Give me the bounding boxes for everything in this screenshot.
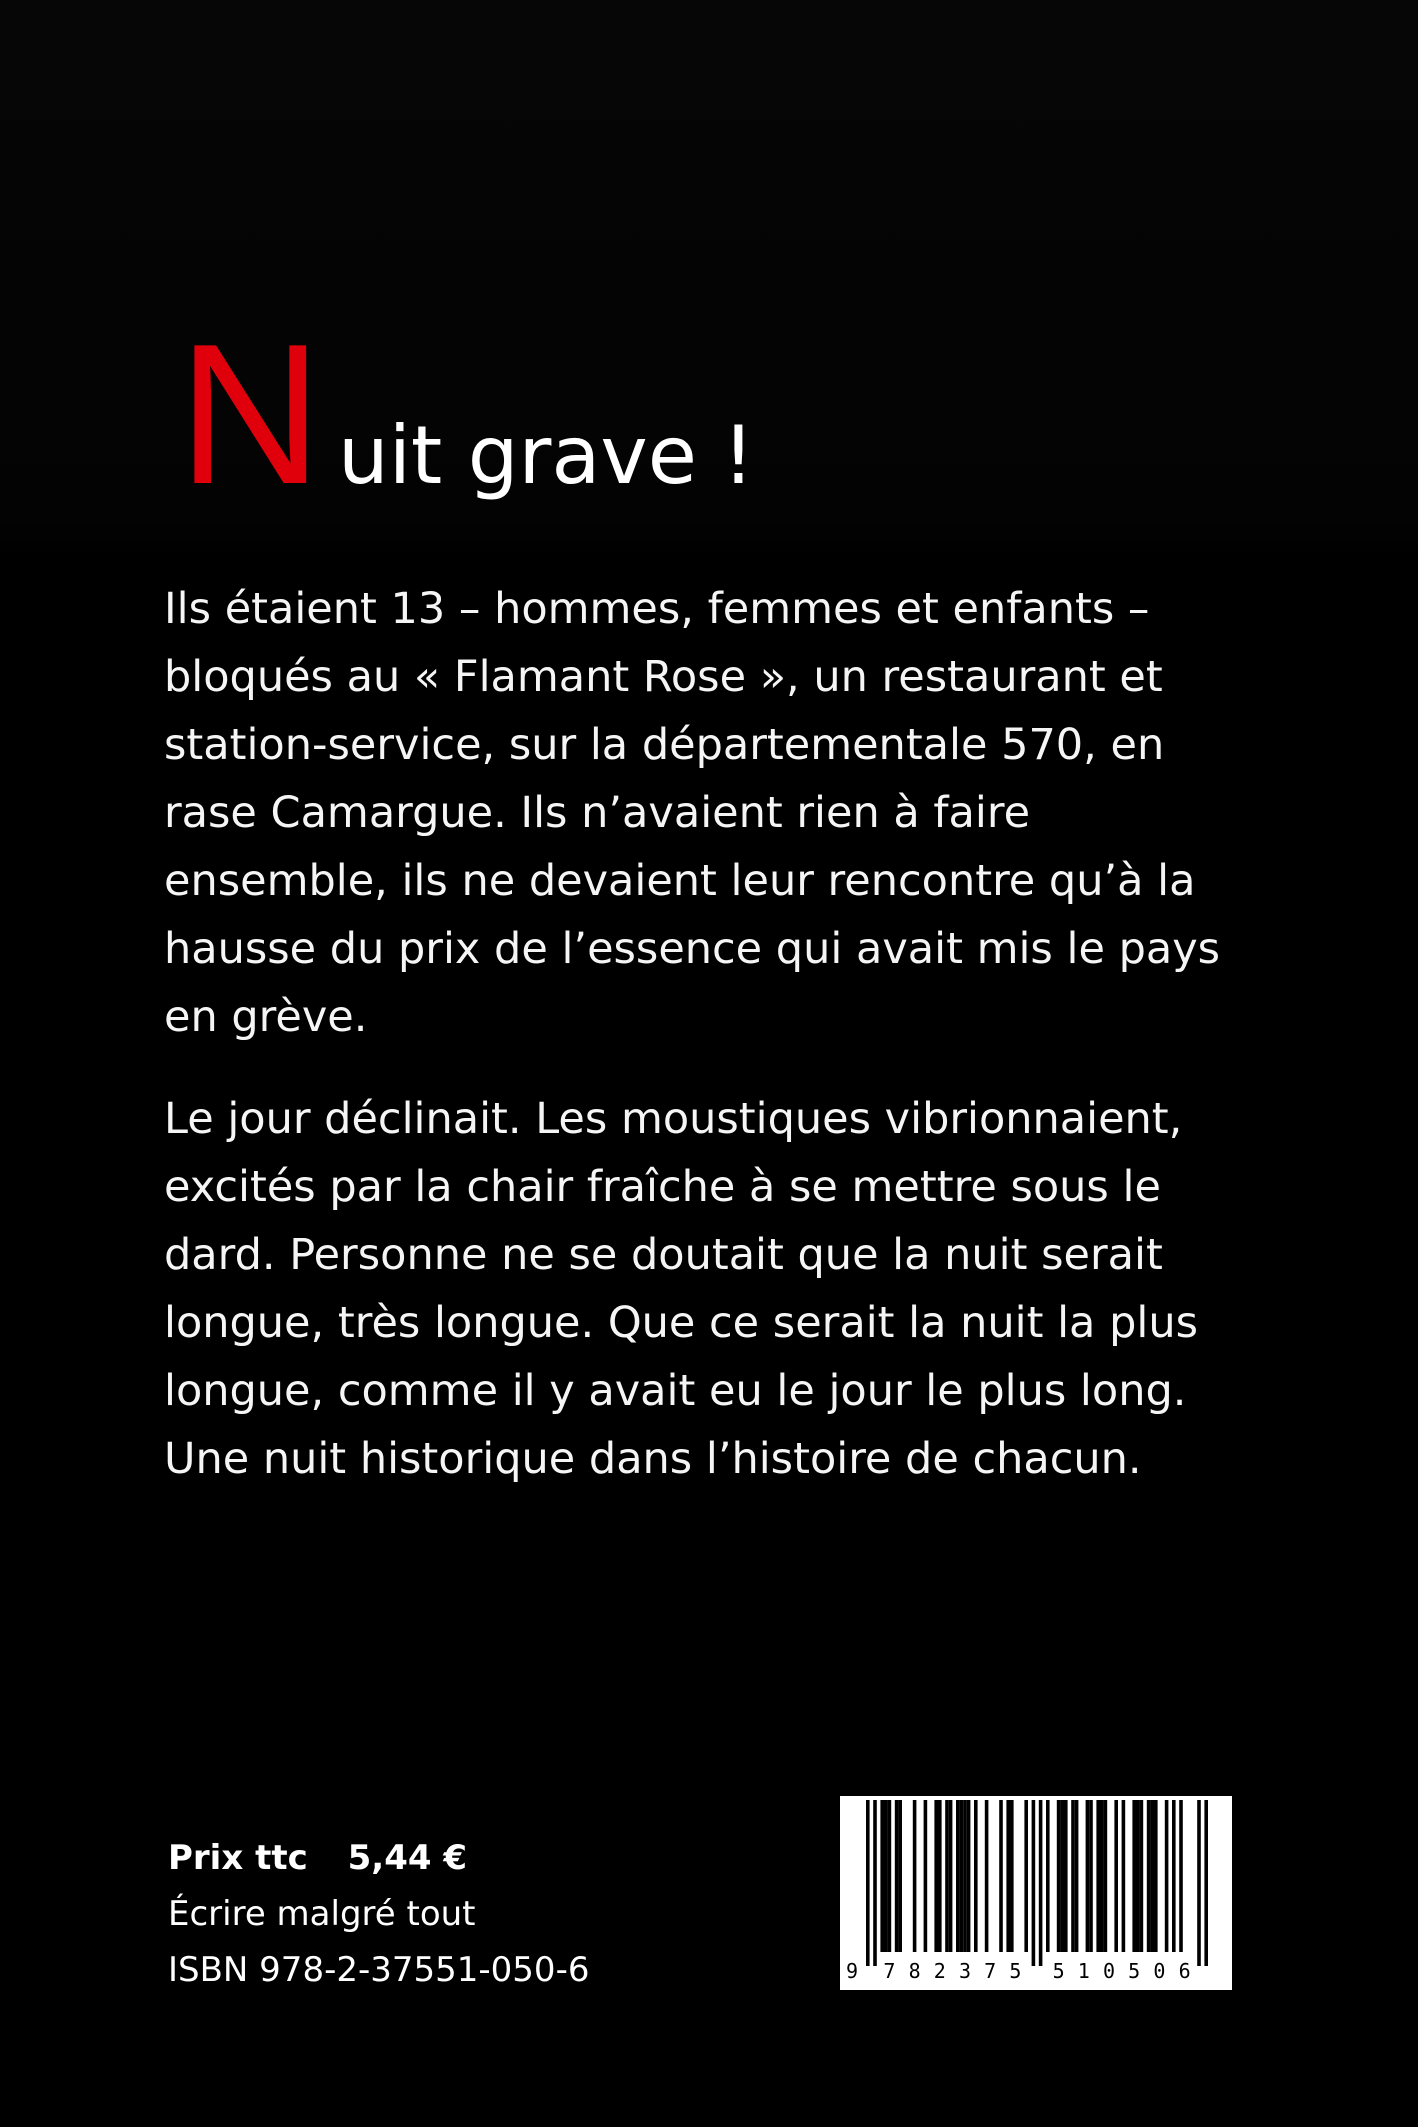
barcode-bar	[1064, 1800, 1068, 1952]
publication-info	[168, 1830, 589, 1998]
barcode-bar	[1024, 1800, 1028, 1952]
blurb-line: Une nuit historique dans l’histoire de chacun.	[164, 1434, 1142, 1484]
barcode-bar	[1179, 1800, 1183, 1952]
barcode-bar	[1132, 1800, 1136, 1952]
barcode-bar	[1089, 1800, 1093, 1952]
barcode-bar	[895, 1800, 899, 1952]
barcode-bar	[924, 1800, 928, 1952]
blurb-line: Ils étaient 13 – hommes, femmes et enfants –	[164, 584, 1150, 634]
barcode-bar	[1114, 1800, 1118, 1952]
barcode-bar	[1147, 1800, 1151, 1952]
barcode-bar	[967, 1800, 971, 1952]
blurb-line: ensemble, ils ne devaient leur rencontre qu’à la	[164, 856, 1196, 906]
barcode-bar	[945, 1800, 949, 1952]
blurb-line: longue, comme il y avait eu le jour le plus long.	[164, 1366, 1187, 1416]
barcode-bar	[1122, 1800, 1126, 1952]
barcode-bar	[985, 1800, 989, 1952]
barcode-bar	[1010, 1800, 1014, 1952]
barcode-graphic	[840, 1796, 1232, 1990]
barcode-bar	[880, 1800, 884, 1952]
barcode-bar	[898, 1800, 902, 1952]
blurb-paragraph-1	[164, 575, 1274, 1051]
barcode-bar	[1104, 1800, 1108, 1952]
barcode-bar	[934, 1800, 938, 1952]
blurb-line: bloqués au « Flamant Rose », un restaurant et	[164, 652, 1163, 702]
barcode-bar	[938, 1800, 942, 1952]
barcode-digit: 0	[1153, 1959, 1166, 1983]
barcode-guard-bar	[866, 1800, 870, 1966]
barcode-bar	[1140, 1800, 1144, 1952]
barcode-bar	[1071, 1800, 1075, 1952]
barcode-guard-bar	[1032, 1800, 1036, 1966]
barcode-guard-bar	[873, 1800, 877, 1966]
blurb	[164, 575, 1274, 1527]
barcode-bar	[888, 1800, 892, 1952]
barcode-digit: 5	[1009, 1959, 1022, 1983]
barcode-bar	[1086, 1800, 1090, 1952]
barcode-digit: 7	[984, 1959, 997, 1983]
barcode-bar	[999, 1800, 1003, 1952]
barcode-digit: 5	[1052, 1959, 1065, 1983]
barcode-guard-bar	[1039, 1800, 1043, 1966]
barcode-bar	[1165, 1800, 1169, 1952]
barcode-bar	[1150, 1800, 1154, 1952]
barcode-guard-bar	[1197, 1800, 1201, 1966]
blurb-line: station-service, sur la départementale 570, en	[164, 720, 1165, 770]
barcode-digit: 8	[908, 1959, 921, 1983]
publisher-name: Écrire malgré tout	[168, 1894, 476, 1934]
barcode-bar	[1096, 1800, 1100, 1952]
barcode-bar	[1006, 1800, 1010, 1952]
barcode-bar	[1046, 1800, 1050, 1952]
barcode	[840, 1796, 1232, 1990]
barcode-digit: 6	[1178, 1959, 1191, 1983]
barcode-bar	[949, 1800, 953, 1952]
blurb-line: longue, très longue. Que ce serait la nuit la plus	[164, 1298, 1198, 1348]
barcode-bar	[963, 1800, 967, 1952]
isbn-number: ISBN 978-2-37551-050-6	[168, 1950, 590, 1990]
barcode-bar	[884, 1800, 888, 1952]
barcode-digit: 7	[883, 1959, 896, 1983]
title-initial-letter: N	[178, 303, 321, 526]
barcode-bar	[1060, 1800, 1064, 1952]
price-label: Prix ttc	[168, 1838, 308, 1878]
barcode-bar	[1154, 1800, 1158, 1952]
barcode-bar	[1057, 1800, 1061, 1952]
blurb-line: dard. Personne ne se doutait que la nuit serait	[164, 1230, 1163, 1280]
barcode-bar	[956, 1800, 960, 1952]
price-row	[168, 1830, 589, 1886]
blurb-line: en grève.	[164, 992, 368, 1042]
barcode-bar	[913, 1800, 917, 1952]
barcode-digit: 3	[958, 1959, 972, 1983]
blurb-line: Le jour déclinait. Les moustiques vibrionnaient,	[164, 1094, 1183, 1144]
barcode-bar	[1136, 1800, 1140, 1952]
barcode-digit: 2	[933, 1959, 946, 1983]
blurb-line: rase Camargue. Ils n’avaient rien à faire	[164, 788, 1031, 838]
barcode-digit: 9	[845, 1959, 859, 1983]
title-rest: uit grave !	[338, 409, 755, 502]
blurb-line: hausse du prix de l’essence qui avait mis le pays	[164, 924, 1221, 974]
barcode-bar	[1075, 1800, 1079, 1952]
barcode-bar	[960, 1800, 964, 1952]
blurb-line: excités par la chair fraîche à se mettre sous le	[164, 1162, 1161, 1212]
barcode-bar	[1100, 1800, 1104, 1952]
barcode-digit: 1	[1077, 1959, 1090, 1983]
barcode-digit: 0	[1102, 1959, 1116, 1983]
price-value: 5,44 €	[347, 1838, 468, 1878]
barcode-bar	[974, 1800, 978, 1952]
barcode-digit: 5	[1128, 1959, 1141, 1983]
barcode-bar	[1172, 1800, 1176, 1952]
blurb-paragraph-2	[164, 1085, 1274, 1493]
barcode-guard-bar	[1204, 1800, 1208, 1966]
